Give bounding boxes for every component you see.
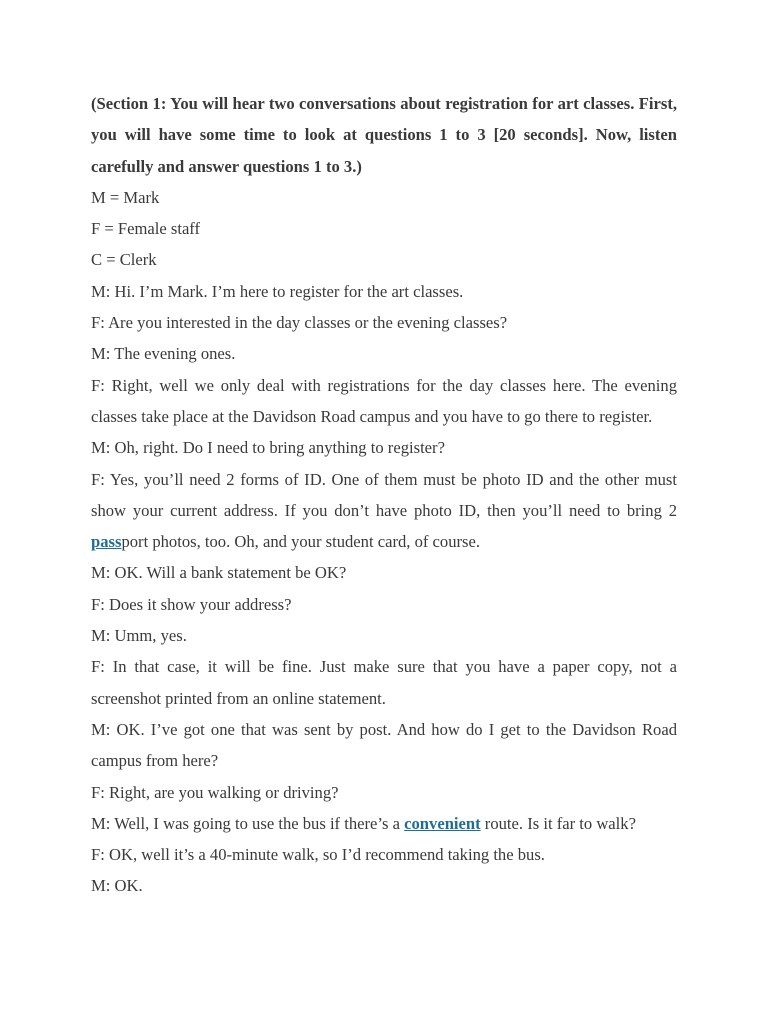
dialogue-line: M: Umm, yes. bbox=[91, 626, 187, 646]
transcript bbox=[91, 88, 677, 902]
dialogue-text: port photos, too. Oh, and your student card, of course. bbox=[121, 532, 480, 552]
dialogue-line: F: Right, are you walking or driving? bbox=[91, 782, 339, 802]
dialogue-line-passport bbox=[91, 464, 677, 558]
dialogue-line: M: Hi. I’m Mark. I’m here to register for the art classes. bbox=[91, 281, 464, 301]
dialogue-line: F: OK, well it’s a 40-minute walk, so I’d recommend taking the bus. bbox=[91, 845, 545, 865]
speaker-key-clerk: C = Clerk bbox=[91, 250, 157, 270]
dialogue-line: M: Oh, right. Do I need to bring anything to register? bbox=[91, 438, 445, 458]
dialogue-text: route. Is it far to walk? bbox=[480, 813, 636, 833]
vocab-link-pass[interactable]: pass bbox=[91, 532, 122, 552]
dialogue-line: M: OK. I’ve got one that was sent by post. And how do I get to the Davidson Road campus from here? bbox=[91, 719, 677, 771]
dialogue-line: M: OK. bbox=[91, 876, 143, 896]
section-instructions: (Section 1: You will hear two conversations about registration for art classes. First, you will have some time to look at questions 1 to 3 [20 seconds]. Now, listen carefully and answer questions 1 to 3.) bbox=[91, 94, 677, 176]
vocab-link-convenient[interactable]: convenient bbox=[404, 813, 481, 833]
dialogue-line: F: Are you interested in the day classes or the evening classes? bbox=[91, 313, 508, 333]
speaker-key-mark: M = Mark bbox=[91, 187, 160, 207]
dialogue-text: M: Well, I was going to use the bus if there’s a bbox=[91, 813, 405, 833]
speaker-key-female-staff: F = Female staff bbox=[91, 219, 201, 239]
dialogue-text: F: Yes, you’ll need 2 forms of ID. One of them must be photo ID and the other must show your current address. If you don’t have photo ID, then you’ll need to bring 2 bbox=[91, 469, 677, 520]
dialogue-line: M: The evening ones. bbox=[91, 344, 236, 364]
dialogue-line: F: Right, well we only deal with registrations for the day classes here. The evening classes take place at the Davidson Road campus and you have to go there to register. bbox=[91, 375, 677, 426]
dialogue-line: M: OK. Will a bank statement be OK? bbox=[91, 563, 347, 583]
dialogue-line: F: In that case, it will be fine. Just make sure that you have a paper copy, not a screenshot printed from an online statement. bbox=[91, 657, 677, 708]
dialogue-line: F: Does it show your address? bbox=[91, 594, 292, 614]
dialogue-line-convenient bbox=[91, 808, 677, 839]
